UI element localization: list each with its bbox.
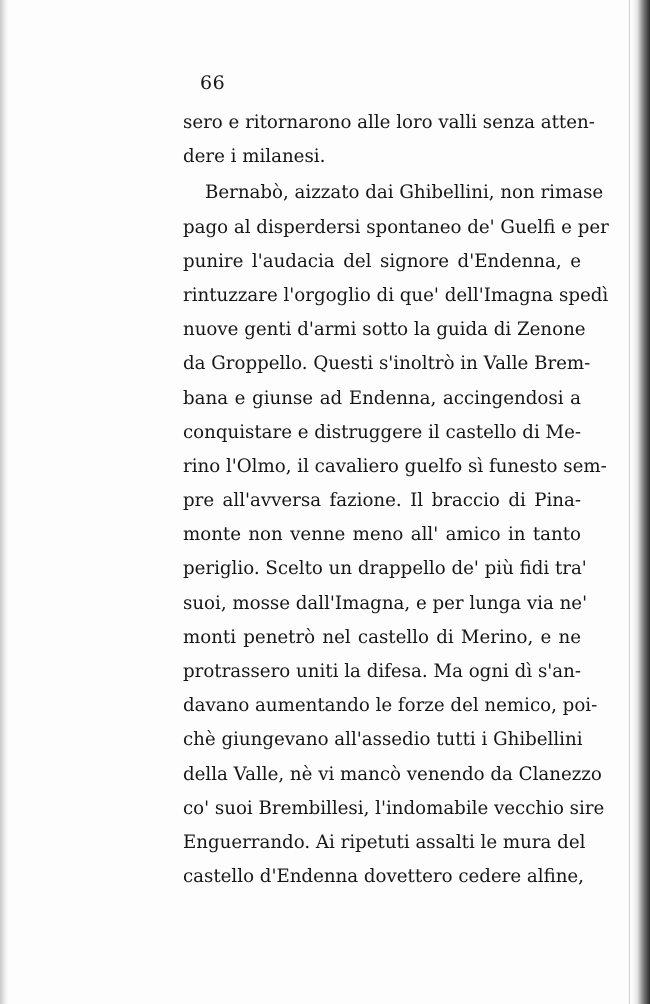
text-line: davano aumentando le forze del nemico, poi- (183, 695, 598, 717)
text-line: punire l'audacia del signore d'Endenna, e (183, 250, 581, 272)
text-line: rino l'Olmo, il cavaliero guelfo sì funesto sem- (183, 455, 607, 477)
text-line: periglio. Scelto un drappello de' più fidi tra' (183, 558, 587, 580)
page-edge-right (632, 0, 650, 1004)
text-line: monti penetrò nel castello di Merino, e ne (183, 626, 581, 648)
text-line: sero e ritornarono alle loro valli senza atten- (183, 112, 595, 133)
text-line: pago al disperdersi spontaneo de' Guelfi e per (183, 216, 609, 238)
text-line: rintuzzare l'orgoglio di que' dell'Imagna spedì (183, 284, 609, 306)
text-line: della Valle, nè vi mancò venendo da Clanezzo (183, 763, 602, 785)
text-line: Enguerrando. Ai ripetuti assalti le mura del (183, 831, 586, 853)
text-line: da Groppello. Questi s'inoltrò in Valle Brem- (183, 353, 591, 375)
text-line: chè giungevano all'assedio tutti i Ghibellini (183, 729, 583, 751)
page-number: 66 (200, 72, 226, 94)
text-line: castello d'Endenna dovettero cedere alfine, (183, 866, 584, 888)
text-line: nuove genti d'armi sotto la guida di Zenone (183, 319, 586, 341)
text-line: pre all'avversa fazione. Il braccio di Pina- (183, 490, 581, 512)
text-line: Bernabò, aizzato dai Ghibellini, non rimase (205, 182, 604, 204)
text-line: protrassero uniti la difesa. Ma ogni dì s'an- (183, 661, 581, 682)
page-edge-left (0, 0, 8, 1004)
page-fold-line (629, 0, 630, 1004)
text-line: conquistare e distruggere il castello di Me- (183, 421, 582, 443)
text-line: co' suoi Brembillesi, l'indomabile vecchio sire (183, 797, 605, 819)
text-line: dere i milanesi. (183, 146, 326, 168)
text-line: bana e giunse ad Endenna, accingendosi a (183, 387, 581, 409)
body-text (183, 106, 609, 894)
text-line: suoi, mosse dall'Imagna, e per lunga via ne' (183, 592, 588, 614)
text-line: monte non venne meno all' amico in tanto (183, 524, 581, 546)
